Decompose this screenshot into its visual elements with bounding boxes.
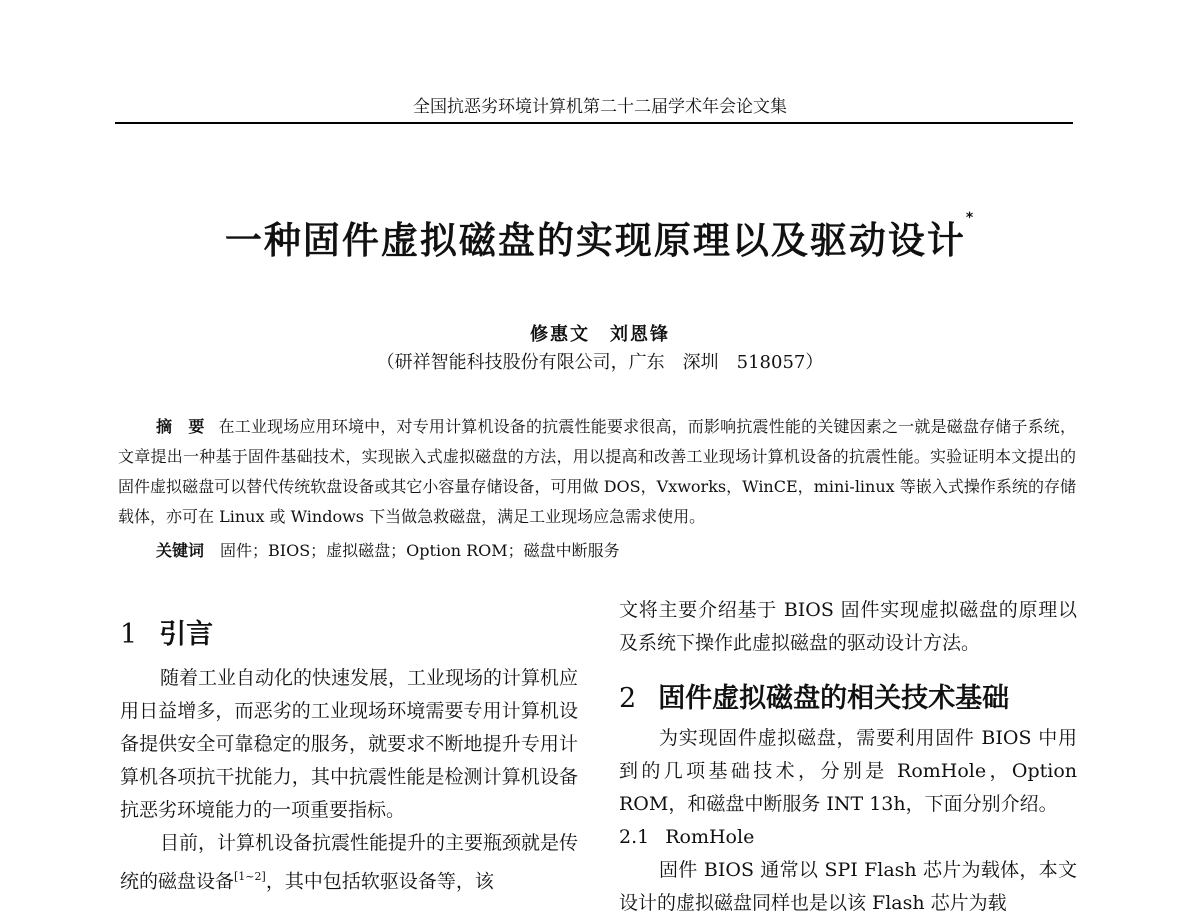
keywords-label: 关键词 [156,541,205,560]
section-1-para-2 [120,827,578,898]
subsection-2-1-heading [619,821,1077,854]
subsection-2-1-title: RomHole [665,826,755,848]
right-column-continuation: 文将主要介绍基于 BIOS 固件实现虚拟磁盘的原理以及系统下操作此虚拟磁盘的驱动设计方法。 [619,599,1077,654]
affiliation: （研祥智能科技股份有限公司，广东 深圳 518057） [376,352,824,373]
paper-title [115,210,1085,264]
section-2-heading [619,676,1009,715]
section-2-title: 固件虚拟磁盘的相关技术基础 [658,683,1010,714]
section-1-para-1: 随着工业自动化的快速发展，工业现场的计算机应用日益增多，而恶劣的工业现场环境需要专用计算机设备提供安全可靠稳定的服务，就要求不断地提升专用计算机各项抗干扰能力，其中抗震性能是检测计算机设备抗恶劣环境能力的一项重要指标。 [120,667,579,821]
keywords-text: 固件；BIOS；虚拟磁盘；Option ROM；磁盘中断服务 [220,541,620,560]
section-1-para-2-tail: ，其中包括软驱设备等，该 [265,870,494,893]
section-2-para-2: 固件 BIOS 通常以 SPI Flash 芯片为载体，本文设计的虚拟磁盘同样也是以该 Flash 芯片为载 [619,859,1077,914]
abstract-text: 在工业现场应用环境中，对专用计算机设备的抗震性能要求很高，而影响抗震性能的关键因素之一就是磁盘存储子系统，文章提出一种基于固件基础技术，实现嵌入式虚拟磁盘的方法，用以提高和改善工业现场计算机设备的抗震性能。实验证明本文提出的固件虚拟磁盘可以替代传统软盘设备或其它小容量存储设备，可用做 DOS，Vxworks，WinCE，mini-linux 等嵌入式操作系统的存储载体，亦可在 Linux 或 Windows 下当做急救磁盘，满足工业现场应急需求使用。 [118,417,1076,526]
paper-title-text: 一种固件虚拟磁盘的实现原理以及驱动设计 [224,219,966,262]
title-footnote-mark: * [965,210,976,226]
section-1-para-2-text: 目前，计算机设备抗震性能提升的主要瓶颈就是传统的磁盘设备 [120,832,579,893]
keywords [156,538,620,561]
section-1-heading [120,612,213,651]
right-column [619,722,1077,920]
abstract [118,412,1076,532]
left-column [120,662,578,898]
section-1-number: 1 [120,619,138,650]
section-2-para-1: 为实现固件虚拟磁盘，需要利用固件 BIOS 中用到的几项基础技术，分别是 RomHole，Option ROM，和磁盘中断服务 INT 13h，下面分别介绍。 [619,727,1077,815]
section-1-title: 引言 [159,619,214,650]
section-2-number: 2 [619,683,637,714]
citation-ref: [1~2] [234,870,266,883]
running-header: 全国抗恶劣环境计算机第二十二届学术年会论文集 [413,97,787,117]
subsection-2-1-number: 2.1 [619,826,650,848]
authors: 修惠文 刘恩锋 [530,324,670,345]
abstract-label: 摘 要 [156,417,205,436]
header-rule [115,122,1073,124]
